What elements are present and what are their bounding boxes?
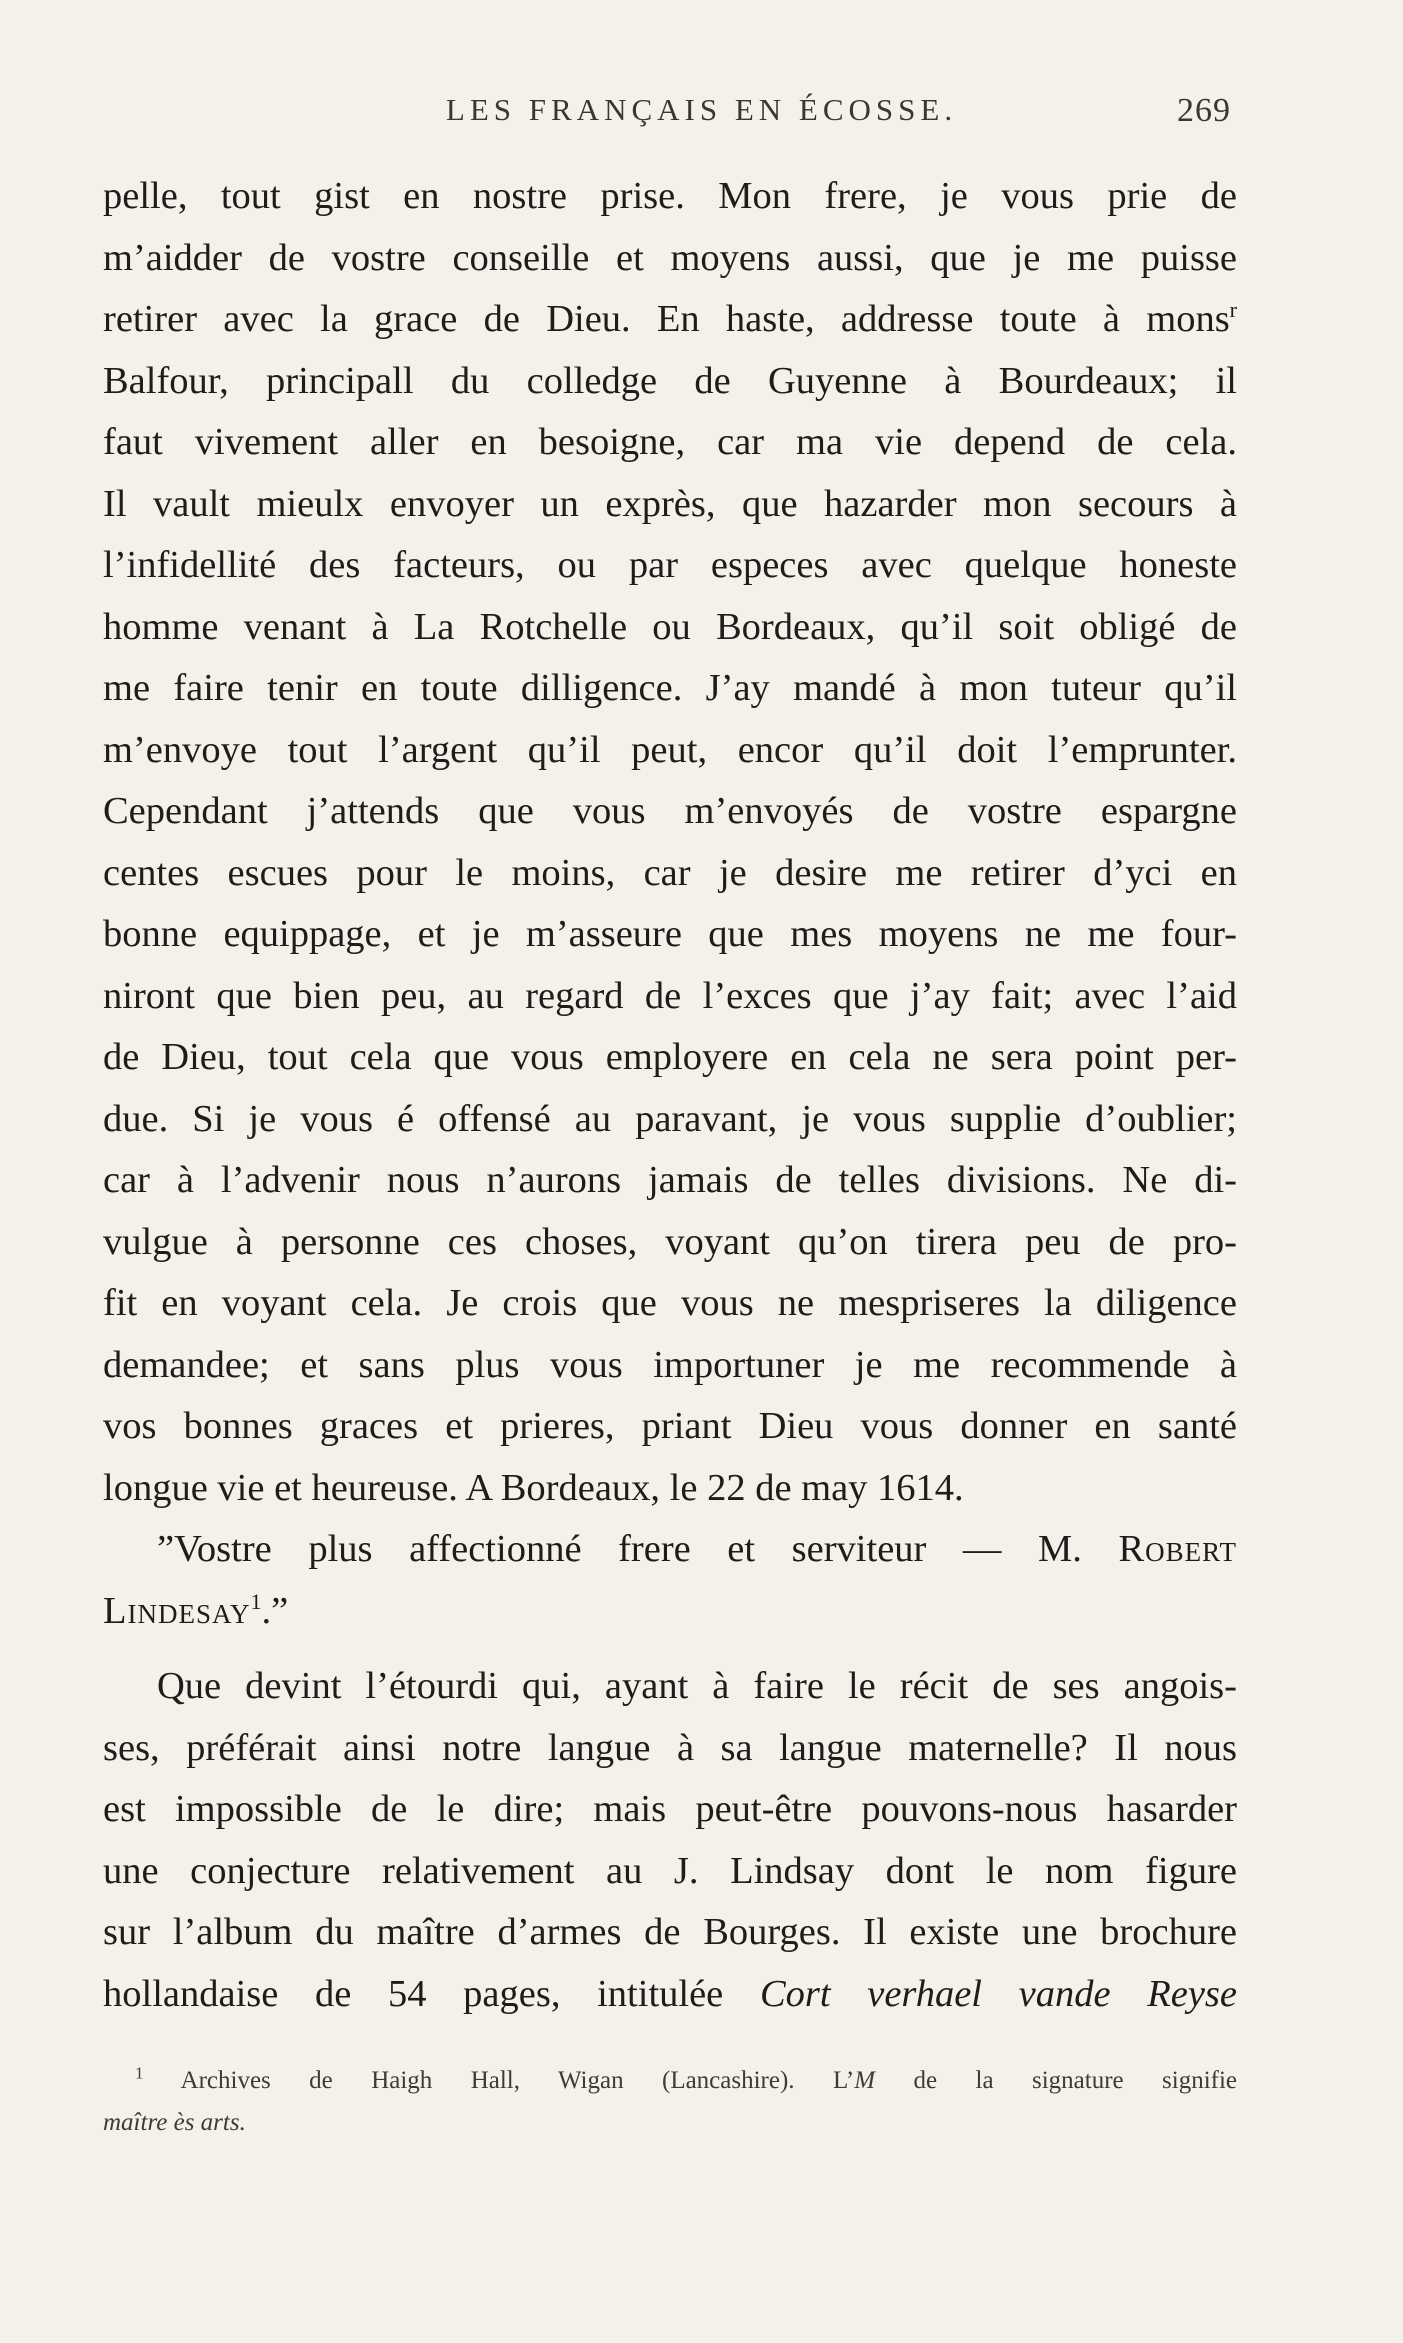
- running-title: LES FRANÇAIS EN ÉCOSSE.: [445, 92, 958, 127]
- italic-title: Cort verhael vande Reyse: [759, 1972, 1237, 2015]
- signature-line: [103, 1519, 1237, 1581]
- footnote-text-rest: de la signature signifie: [913, 2067, 1238, 2094]
- text-line: ses, préférait ainsi notre langue à sa langue maternelle? Il nous: [103, 1726, 1237, 1769]
- footnote-italic: maître ès arts.: [103, 2109, 246, 2136]
- text-line: niront que bien peu, au regard de l’exces que j’ay fait; avec l’aid: [103, 974, 1237, 1017]
- text-line: Balfour, principall du colledge de Guyenne à Bourdeaux; il: [103, 359, 1237, 402]
- signature-name-last: Lindesay: [103, 1589, 251, 1632]
- text-line: une conjecture relativement au J. Lindsay dont le nom figure: [103, 1849, 1237, 1892]
- text-line: car à l’advenir nous n’aurons jamais de telles divisions. Ne di-: [103, 1159, 1237, 1201]
- text-line: fit en voyant cela. Je crois que vous ne mespriseres la diligence: [103, 1282, 1237, 1324]
- text-line-main: retirer avec la grace de Dieu. En haste, addresse toute à mons: [103, 298, 1230, 340]
- text-line: longue vie et heureuse. A Bordeaux, le 22 de may 1614.: [103, 1466, 964, 1509]
- text-line: faut vivement aller en besoigne, car ma vie depend de cela.: [103, 421, 1237, 463]
- text-line: Il vault mieulx envoyer un exprès, que hazarder mon secours à: [103, 482, 1237, 525]
- text-line: Cependant j’attends que vous m’envoyés de vostre espargne: [103, 790, 1237, 832]
- text-line: centes escues pour le moins, car je desire me retirer d’yci en: [103, 851, 1237, 894]
- signature-text: ”Vostre plus affectionné frere et serviteur — M.: [157, 1528, 1082, 1570]
- text-line: vos bonnes graces et prieres, priant Dieu vous donner en santé: [103, 1405, 1237, 1447]
- text-line: bonne equippage, et je m’asseure que mes moyens ne me four-: [103, 913, 1237, 955]
- text-line-prefix: hollandaise de 54 pages, intitulée: [103, 1972, 724, 2015]
- signature-line-continued: [103, 1581, 1237, 1643]
- text-line: [103, 289, 1237, 351]
- mons-superscript: r: [1229, 297, 1237, 323]
- text-line: sur l’album du maître d’armes de Bourges. Il existe une brochure: [103, 1911, 1237, 1953]
- paragraph-gap: [103, 1642, 1237, 1656]
- footnote-text: Archives de Haigh Hall, Wigan (Lancashire). L’: [180, 2067, 855, 2094]
- text-line: m’aidder de vostre conseille et moyens aussi, que je me puisse: [103, 236, 1237, 279]
- text-line: me faire tenir en toute dilligence. J’ay mandé à mon tuteur qu’il: [103, 667, 1237, 709]
- text-line: due. Si je vous é offensé au paravant, je vous supplie d’oublier;: [103, 1097, 1237, 1140]
- text-line: pelle, tout gist en nostre prise. Mon frere, je vous prie de: [103, 175, 1237, 217]
- signature-name-first: Robert: [1118, 1528, 1237, 1570]
- text-line: demandee; et sans plus vous importuner je me recommende à: [103, 1343, 1237, 1386]
- text-line: [103, 1964, 1237, 2026]
- text-line: l’infidellité des facteurs, ou par especes avec quelque honeste: [103, 544, 1237, 586]
- footnote-line: [103, 2060, 1237, 2102]
- footnote-reference: 1: [250, 1588, 262, 1614]
- text-line: est impossible de le dire; mais peut-être pouvons-nous hasarder: [103, 1788, 1237, 1830]
- signature-close: .”: [261, 1589, 289, 1632]
- text-line: Que devint l’étourdi qui, ayant à faire le récit de ses angois-: [157, 1665, 1237, 1707]
- footnote-mark: 1: [135, 2063, 144, 2083]
- running-header: [0, 92, 1403, 142]
- footnote-italic-letter: M: [854, 2067, 876, 2094]
- text-line: homme venant à La Rotchelle ou Bordeaux, qu’il soit obligé de: [103, 605, 1237, 648]
- text-line: de Dieu, tout cela que vous employere en cela ne sera point per-: [103, 1036, 1237, 1078]
- footnote-line: [103, 2102, 1237, 2144]
- footnotes: [103, 2060, 1237, 2144]
- body-text: [103, 166, 1237, 2025]
- text-line: m’envoye tout l’argent qu’il peut, encor qu’il doit l’emprunter.: [103, 728, 1237, 771]
- page-number: 269: [1177, 92, 1231, 129]
- text-line: vulgue à personne ces choses, voyant qu’on tirera peu de pro-: [103, 1220, 1237, 1263]
